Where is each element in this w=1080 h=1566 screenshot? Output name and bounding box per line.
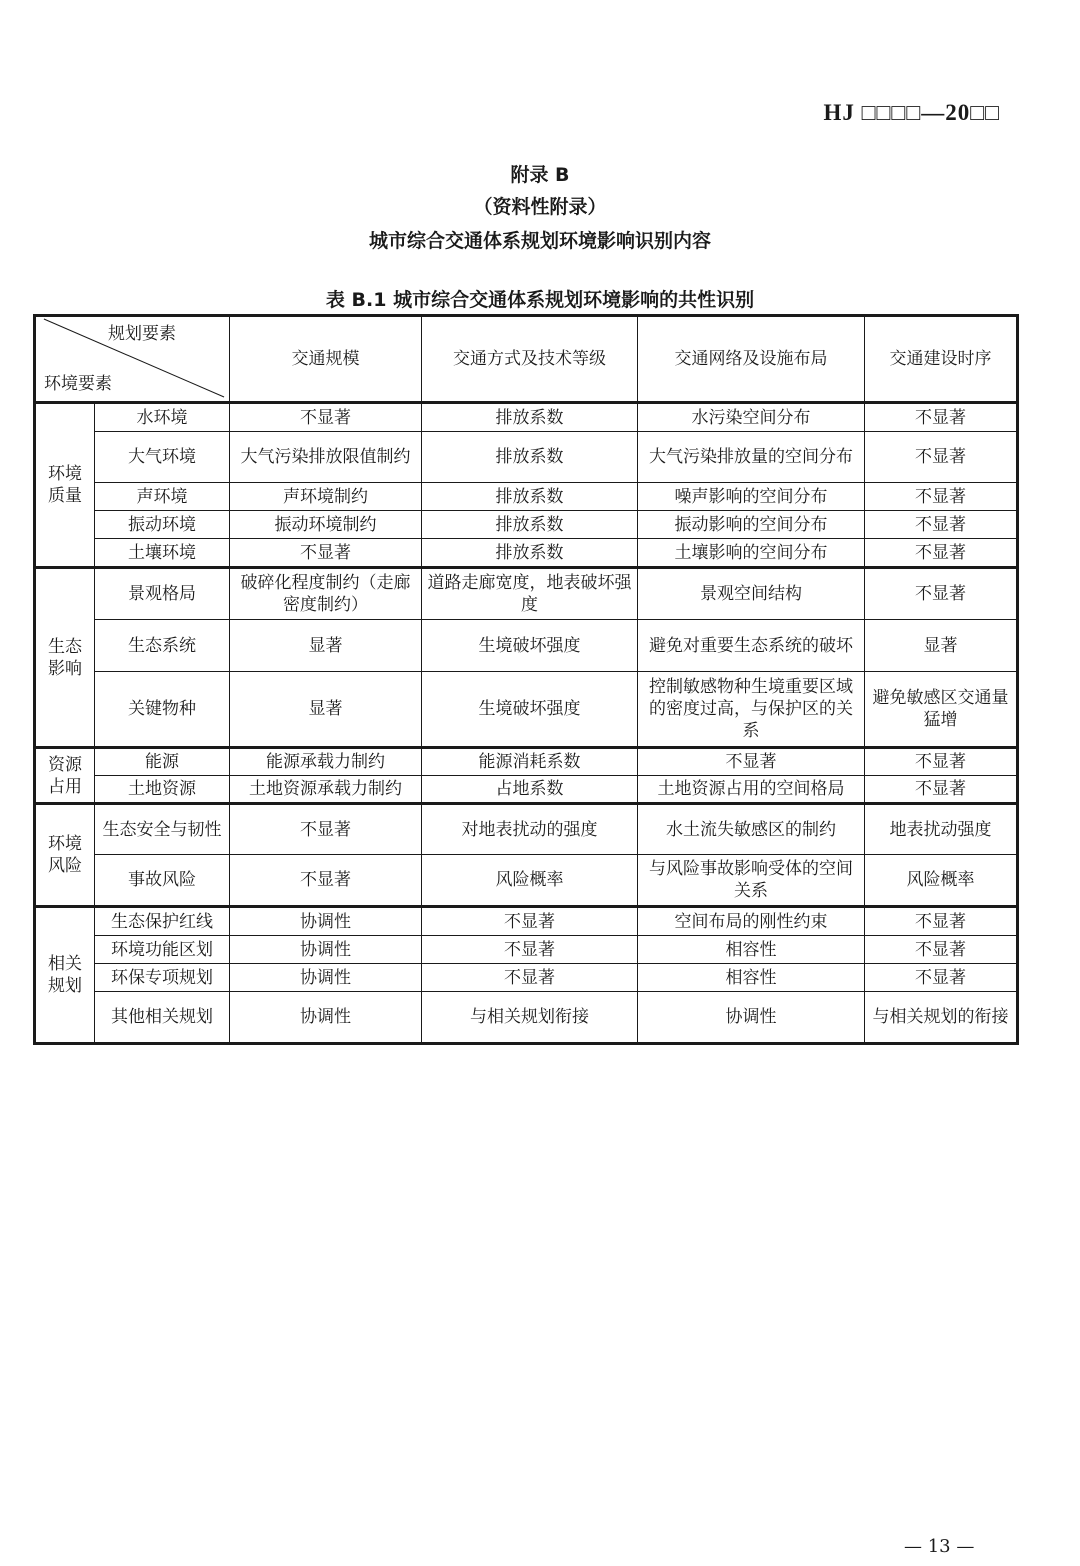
element-cell: 土地资源 xyxy=(95,776,230,804)
table-row xyxy=(35,672,1018,748)
table-cell: 与风险事故影响受体的空间关系 xyxy=(638,855,865,907)
table-cell: 避免对重要生态系统的破坏 xyxy=(638,620,865,672)
table-cell: 风险概率 xyxy=(865,855,1018,907)
table-cell: 显著 xyxy=(865,620,1018,672)
table-cell: 显著 xyxy=(230,620,422,672)
element-cell: 生态系统 xyxy=(95,620,230,672)
table-cell: 噪声影响的空间分布 xyxy=(638,483,865,511)
element-cell: 能源 xyxy=(95,748,230,776)
table-cell: 对地表扰动的强度 xyxy=(422,804,638,855)
table-cell: 振动影响的空间分布 xyxy=(638,511,865,539)
table-cell: 风险概率 xyxy=(422,855,638,907)
table-cell: 协调性 xyxy=(230,907,422,936)
table-row xyxy=(35,907,1018,936)
table-cell: 景观空间结构 xyxy=(638,568,865,620)
element-cell: 环境功能区划 xyxy=(95,936,230,964)
element-cell: 景观格局 xyxy=(95,568,230,620)
table-cell: 不显著 xyxy=(865,432,1018,483)
table-row xyxy=(35,539,1018,568)
element-cell: 生态安全与韧性 xyxy=(95,804,230,855)
table-row xyxy=(35,992,1018,1044)
column-header: 交通方式及技术等级 xyxy=(422,316,638,403)
table-cell: 能源承载力制约 xyxy=(230,748,422,776)
table-cell: 不显著 xyxy=(422,964,638,992)
table-cell: 不显著 xyxy=(422,936,638,964)
table-cell: 相容性 xyxy=(638,936,865,964)
identification-table xyxy=(33,314,1019,1045)
table-cell: 振动环境制约 xyxy=(230,511,422,539)
table-cell: 水污染空间分布 xyxy=(638,403,865,432)
table-cell: 控制敏感物种生境重要区域的密度过高，与保护区的关系 xyxy=(638,672,865,748)
element-cell: 土壤环境 xyxy=(95,539,230,568)
table-cell: 显著 xyxy=(230,672,422,748)
table-row xyxy=(35,620,1018,672)
table-cell: 不显著 xyxy=(865,964,1018,992)
table-cell: 排放系数 xyxy=(422,483,638,511)
table-cell: 协调性 xyxy=(638,992,865,1044)
corner-header-planning-elements: 规划要素 xyxy=(108,324,176,344)
page-number: — 13 — xyxy=(904,1536,975,1557)
element-cell: 其他相关规划 xyxy=(95,992,230,1044)
table-cell: 与相关规划的衔接 xyxy=(865,992,1018,1044)
table-cell: 与相关规划衔接 xyxy=(422,992,638,1044)
table-row xyxy=(35,403,1018,432)
table-cell: 空间布局的刚性约束 xyxy=(638,907,865,936)
corner-header-cell xyxy=(35,316,230,403)
element-cell: 环保专项规划 xyxy=(95,964,230,992)
table-cell: 生境破坏强度 xyxy=(422,672,638,748)
element-cell: 生态保护红线 xyxy=(95,907,230,936)
table-row xyxy=(35,964,1018,992)
table-row xyxy=(35,511,1018,539)
appendix-label: 附录 B xyxy=(510,164,570,186)
table-cell: 不显著 xyxy=(230,804,422,855)
table-cell: 排放系数 xyxy=(422,432,638,483)
table-cell: 不显著 xyxy=(230,539,422,568)
table-cell: 不显著 xyxy=(865,748,1018,776)
table-row xyxy=(35,432,1018,483)
table-cell: 道路走廊宽度，地表破坏强度 xyxy=(422,568,638,620)
group-label-cell: 环境质量 xyxy=(35,403,95,568)
table-cell: 土地资源占用的空间格局 xyxy=(638,776,865,804)
group-label-cell: 生态影响 xyxy=(35,568,95,748)
table-header-row xyxy=(35,316,1018,403)
table-cell: 不显著 xyxy=(865,568,1018,620)
table-cell: 地表扰动强度 xyxy=(865,804,1018,855)
table-cell: 避免敏感区交通量猛增 xyxy=(865,672,1018,748)
table-cell: 大气污染排放限值制约 xyxy=(230,432,422,483)
table-cell: 不显著 xyxy=(422,907,638,936)
table-cell: 不显著 xyxy=(865,776,1018,804)
table-row xyxy=(35,776,1018,804)
table-cell: 不显著 xyxy=(865,936,1018,964)
table-cell: 能源消耗系数 xyxy=(422,748,638,776)
element-cell: 声环境 xyxy=(95,483,230,511)
table-cell: 不显著 xyxy=(638,748,865,776)
table-row xyxy=(35,748,1018,776)
standard-code: HJ □□□□—20□□ xyxy=(823,100,1000,125)
group-label-cell: 资源占用 xyxy=(35,748,95,804)
table-cell: 相容性 xyxy=(638,964,865,992)
column-header: 交通规模 xyxy=(230,316,422,403)
table-cell: 水土流失敏感区的制约 xyxy=(638,804,865,855)
group-label-cell: 环境风险 xyxy=(35,804,95,907)
table-row xyxy=(35,568,1018,620)
table-cell: 声环境制约 xyxy=(230,483,422,511)
appendix-type: （资料性附录） xyxy=(473,196,607,218)
table-row xyxy=(35,483,1018,511)
table-cell: 土壤影响的空间分布 xyxy=(638,539,865,568)
table-cell: 不显著 xyxy=(865,511,1018,539)
table-row xyxy=(35,855,1018,907)
table-cell: 排放系数 xyxy=(422,403,638,432)
table-cell: 不显著 xyxy=(865,483,1018,511)
table-cell: 占地系数 xyxy=(422,776,638,804)
table-cell: 破碎化程度制约（走廊密度制约） xyxy=(230,568,422,620)
table-row xyxy=(35,936,1018,964)
element-cell: 关键物种 xyxy=(95,672,230,748)
element-cell: 事故风险 xyxy=(95,855,230,907)
table-cell: 不显著 xyxy=(865,907,1018,936)
table-cell: 不显著 xyxy=(230,403,422,432)
table-cell: 协调性 xyxy=(230,936,422,964)
corner-header-environmental-elements: 环境要素 xyxy=(44,374,112,394)
element-cell: 水环境 xyxy=(95,403,230,432)
table-cell: 排放系数 xyxy=(422,511,638,539)
column-header: 交通建设时序 xyxy=(865,316,1018,403)
table-cell: 土地资源承载力制约 xyxy=(230,776,422,804)
table-cell: 不显著 xyxy=(865,403,1018,432)
table-cell: 不显著 xyxy=(865,539,1018,568)
table-title: 表 B.1 城市综合交通体系规划环境影响的共性识别 xyxy=(325,289,755,311)
group-label-cell: 相关规划 xyxy=(35,907,95,1044)
table-cell: 协调性 xyxy=(230,964,422,992)
appendix-title: 城市综合交通体系规划环境影响识别内容 xyxy=(368,230,711,252)
element-cell: 振动环境 xyxy=(95,511,230,539)
table-cell: 生境破坏强度 xyxy=(422,620,638,672)
table-cell: 协调性 xyxy=(230,992,422,1044)
table-cell: 排放系数 xyxy=(422,539,638,568)
table-cell: 大气污染排放量的空间分布 xyxy=(638,432,865,483)
table-row xyxy=(35,804,1018,855)
element-cell: 大气环境 xyxy=(95,432,230,483)
table-cell: 不显著 xyxy=(230,855,422,907)
column-header: 交通网络及设施布局 xyxy=(638,316,865,403)
